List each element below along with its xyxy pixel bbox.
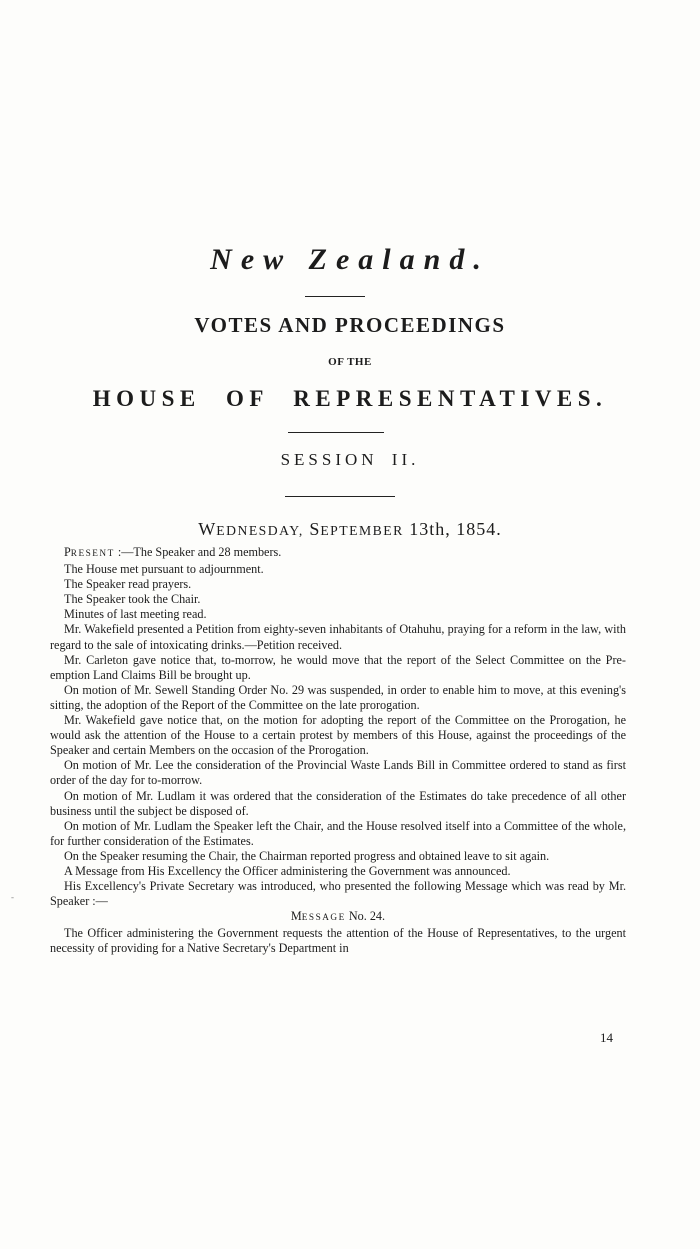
- proceeding-paragraph: On the Speaker resuming the Chair, the Chairman reported progress and obtained leave to sit again.: [64, 848, 550, 863]
- proceeding-paragraph: On motion of Mr. Lee the consideration of the Provincial Waste Lands Bill in Committee ordered to stand as first order of the day for to-morrow.: [50, 758, 626, 788]
- proceeding-paragraph: The House met pursuant to adjournment.: [64, 562, 264, 577]
- message-text: The Officer administering the Government requests the attention of the House of Representatives, to the urgent necessity of providing for a Native Secretary's Department in: [50, 926, 626, 956]
- divider-3: [285, 496, 395, 497]
- margin-mark: -: [11, 892, 14, 902]
- proceeding-paragraph: A Message from His Excellency the Officer administering the Government was announced.: [64, 863, 511, 878]
- divider-2: [288, 432, 384, 433]
- sitting-date: WEDNESDAY, SEPTEMBER 13th, 1854.: [198, 519, 502, 539]
- proceeding-paragraph: The Speaker read prayers.: [64, 577, 192, 592]
- proceeding-paragraph: Minutes of last meeting read.: [64, 607, 207, 622]
- proceeding-paragraph: On motion of Mr. Sewell Standing Order No. 29 was suspended, in order to enable him to move, at this evening's sitting, the adoption of the Report of the Committee on the late prorogation.: [50, 682, 626, 712]
- proceeding-paragraph: On motion of Mr. Ludlam the Speaker left the Chair, and the House resolved itself into a Committee of the whole, for further consideration of the Estimates.: [50, 818, 626, 848]
- proceeding-paragraph: The Speaker took the Chair.: [64, 592, 201, 607]
- proceeding-paragraph: Mr. Wakefield gave notice that, on the motion for adopting the report of the Committee on the Prorogation, he would ask the attention of the House to a certain protest by members of this House, against the proceedings of the Speaker and certain Members on the occasion of the Prorogation.: [50, 713, 626, 758]
- document-title: VOTES AND PROCEEDINGS: [194, 313, 506, 337]
- session-label: SESSION II.: [280, 450, 420, 469]
- of-the-label: OF THE: [328, 356, 372, 368]
- proceedings-body: [50, 545, 626, 957]
- proceeding-paragraph: On motion of Mr. Ludlam it was ordered that the consideration of the Estimates do take precedence of all other business until the subject be disposed of.: [50, 788, 626, 818]
- page-number: 14: [600, 1030, 613, 1045]
- proceeding-paragraph: His Excellency's Private Secretary was introduced, who presented the following Message which was read by Mr. Speaker :—: [50, 879, 626, 909]
- proceeding-paragraph: Mr. Wakefield presented a Petition from eighty-seven inhabitants of Otahuhu, praying for a reform in the law, with regard to the sale of intoxicating drinks.—Petition received.: [50, 622, 626, 652]
- masthead: New Zealand.: [210, 243, 490, 276]
- divider-1: [305, 296, 365, 297]
- proceeding-paragraph: Mr. Carleton gave notice that, to-morrow, he would move that the report of the Select Committee on the Pre-emption Land Claims Bill be brought up.: [50, 652, 626, 682]
- message-heading: MESSAGE No. 24.: [290, 909, 386, 924]
- house-title: HOUSE OF REPRESENTATIVES.: [92, 386, 608, 411]
- present-line: PRESENT :—The Speaker and 28 members.: [64, 545, 282, 559]
